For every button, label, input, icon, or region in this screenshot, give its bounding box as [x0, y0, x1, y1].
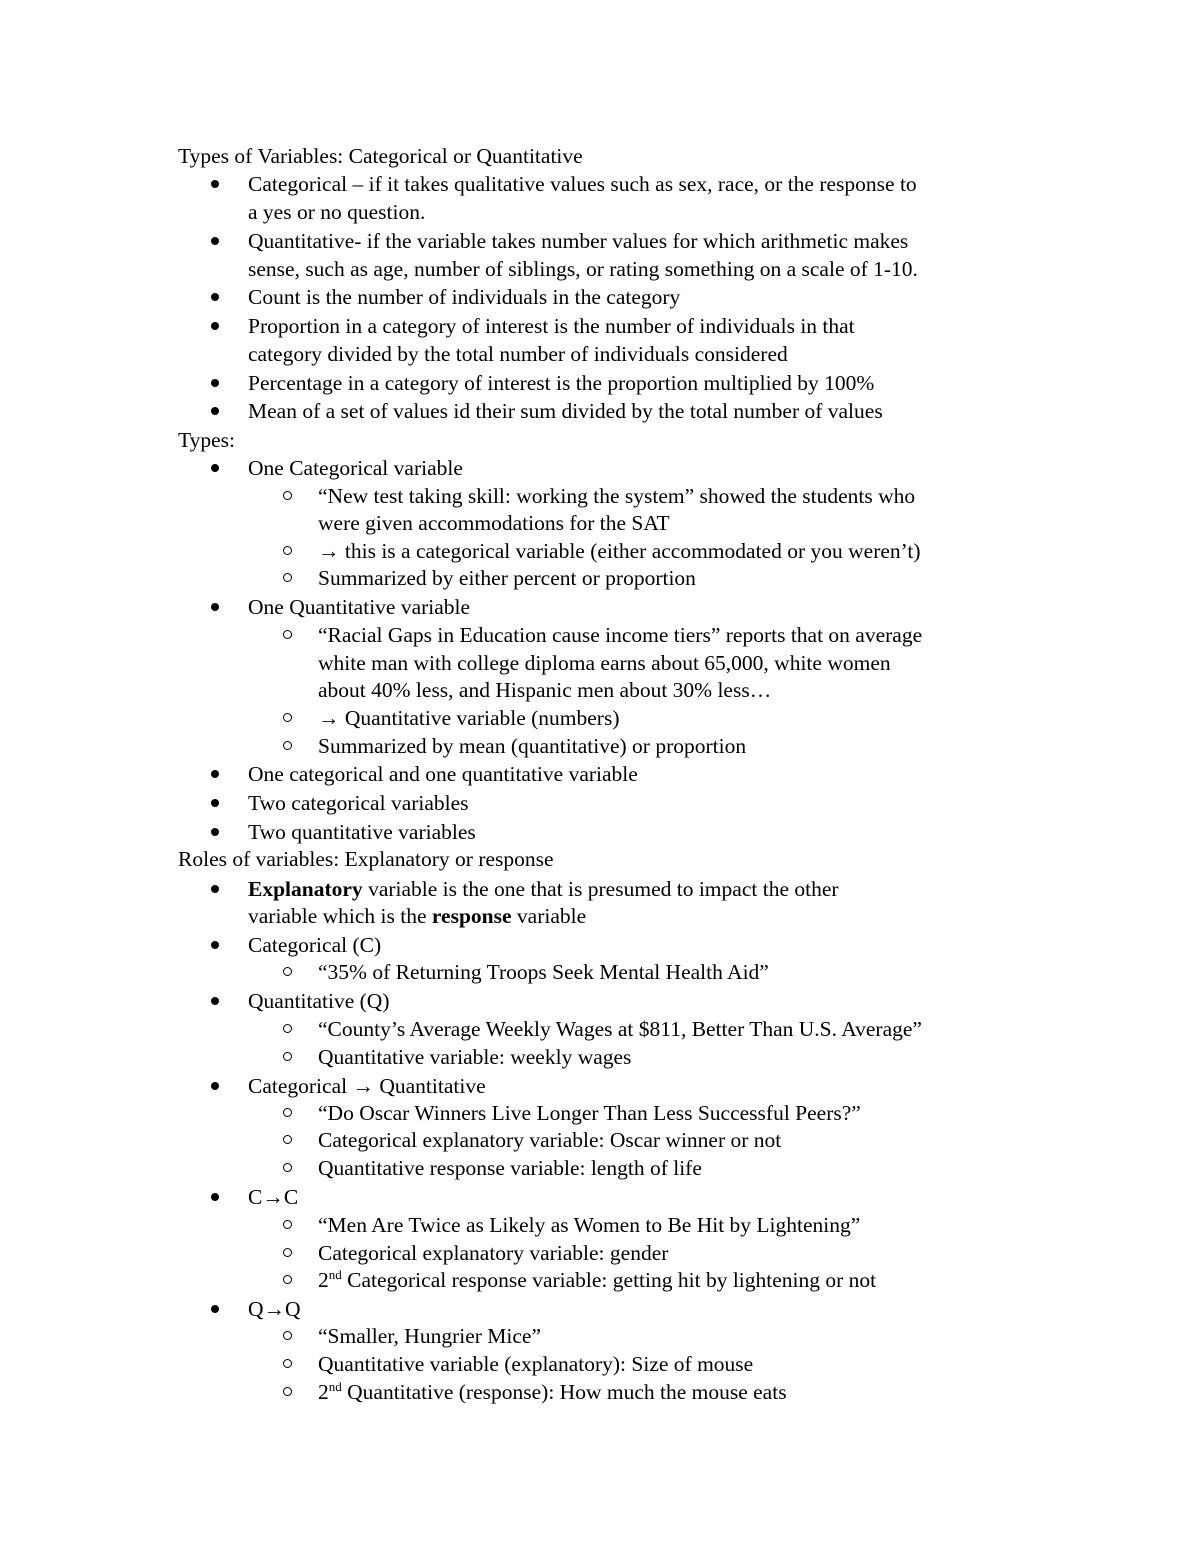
sub-item-rest: Quantitative (response): How much the mouse eats [341, 1380, 787, 1404]
list-item-text: Percentage in a category of interest is the proportion multiplied by 100% [248, 371, 875, 395]
sub-bullet-icon [283, 1387, 292, 1396]
list-item-text: One Categorical variable [248, 456, 463, 480]
sub-item-text: → this is a categorical variable (either accommodated or you weren’t) [318, 539, 921, 563]
sub-item-text: Quantitative variable (explanatory): Size of mouse [318, 1352, 754, 1376]
list-item-text: Two categorical variables [248, 791, 469, 815]
sub-item-text: “Do Oscar Winners Live Longer Than Less Successful Peers?” [318, 1101, 861, 1125]
sub-bullet-icon [283, 1359, 292, 1368]
section-heading-roles-of-variables: Roles of variables: Explanatory or response [178, 847, 554, 871]
bullet-icon [211, 322, 219, 330]
list-item-text: Quantitative- if the variable takes number values for which arithmetic makes [248, 229, 909, 253]
bullet-icon [211, 1305, 219, 1313]
list-item-text: C→C [248, 1185, 299, 1209]
list-item-text: Count is the number of individuals in the category [248, 285, 681, 309]
list-item-text: Categorical (C) [248, 933, 382, 957]
sub-bullet-icon [283, 1163, 292, 1172]
sub-bullet-icon [283, 1052, 292, 1061]
bullet-icon [211, 293, 219, 301]
list-item-text [248, 875, 839, 903]
sub-bullet-icon [283, 491, 292, 500]
sub-item-text: “35% of Returning Troops Seek Mental Health Aid” [318, 960, 769, 984]
sub-item-text: Categorical explanatory variable: gender [318, 1241, 669, 1265]
sub-item-text: white man with college diploma earns about 65,000, white women [318, 651, 891, 675]
list-item-text: One categorical and one quantitative variable [248, 762, 638, 786]
sub-bullet-icon [283, 1024, 292, 1033]
definition-text: variable is the one that is presumed to impact the other [362, 877, 839, 901]
ordinal-suffix: nd [328, 1267, 342, 1282]
list-item-text: Two quantitative variables [248, 820, 476, 844]
list-item-text: category divided by the total number of individuals considered [248, 342, 788, 366]
sub-bullet-icon [283, 546, 292, 555]
definition-text: variable which is the [248, 904, 432, 928]
sub-item-text: “New test taking skill: working the system” showed the students who [318, 484, 916, 508]
bullet-icon [211, 770, 219, 778]
bullet-icon [211, 1193, 219, 1201]
list-item-text [248, 902, 586, 930]
sub-bullet-icon [283, 741, 292, 750]
list-item-text: sense, such as age, number of siblings, or rating something on a scale of 1-10. [248, 257, 918, 281]
sub-bullet-icon [283, 713, 292, 722]
sub-bullet-icon [283, 1108, 292, 1117]
sub-item-text: Categorical explanatory variable: Oscar winner or not [318, 1128, 782, 1152]
list-item-text: Q→Q [248, 1297, 301, 1321]
bullet-icon [211, 180, 219, 188]
sub-item-text: “County’s Average Weekly Wages at $811, Better Than U.S. Average” [318, 1017, 922, 1041]
sub-bullet-icon [283, 1331, 292, 1340]
sub-item-text: about 40% less, and Hispanic men about 30% less… [318, 678, 772, 702]
bullet-icon [211, 464, 219, 472]
bullet-icon [211, 237, 219, 245]
list-item-text: Categorical – if it takes qualitative values such as sex, race, or the response to [248, 172, 917, 196]
list-item-text: Proportion in a category of interest is the number of individuals in that [248, 314, 855, 338]
sub-item-text: Quantitative variable: weekly wages [318, 1045, 632, 1069]
term-response: response [431, 904, 512, 928]
sub-item-text: “Men Are Twice as Likely as Women to Be Hit by Lightening” [318, 1213, 861, 1237]
list-item-text: Mean of a set of values id their sum divided by the total number of values [248, 399, 883, 423]
bullet-icon [211, 941, 219, 949]
bullet-icon [211, 407, 219, 415]
section-heading-types-of-variables: Types of Variables: Categorical or Quantitative [178, 144, 583, 168]
sub-item-text [318, 1378, 787, 1406]
bullet-icon [211, 603, 219, 611]
sub-bullet-icon [283, 1248, 292, 1257]
term-explanatory: Explanatory [248, 877, 363, 901]
list-item-text: One Quantitative variable [248, 595, 471, 619]
sub-bullet-icon [283, 573, 292, 582]
bullet-icon [211, 799, 219, 807]
sub-item-text: Quantitative response variable: length of life [318, 1156, 702, 1180]
sub-item-text: → Quantitative variable (numbers) [318, 706, 620, 730]
sub-item-text: were given accommodations for the SAT [318, 511, 670, 535]
ordinal-number: 2 [318, 1380, 329, 1404]
sub-item-text: “Smaller, Hungrier Mice” [318, 1324, 542, 1348]
section-heading-types: Types: [178, 428, 236, 452]
ordinal-suffix: nd [328, 1379, 342, 1394]
sub-item-text: Summarized by either percent or proportion [318, 566, 696, 590]
sub-bullet-icon [283, 1220, 292, 1229]
sub-item-rest: Categorical response variable: getting hit by lightening or not [341, 1268, 877, 1292]
ordinal-number: 2 [318, 1268, 329, 1292]
list-item-text: Quantitative (Q) [248, 989, 390, 1013]
list-item-text: Categorical → Quantitative [248, 1074, 486, 1098]
list-item-text: a yes or no question. [248, 200, 426, 224]
bullet-icon [211, 379, 219, 387]
bullet-icon [211, 1082, 219, 1090]
sub-bullet-icon [283, 1135, 292, 1144]
definition-text: variable [511, 904, 587, 928]
sub-bullet-icon [283, 1275, 292, 1284]
sub-item-text: “Racial Gaps in Education cause income tiers” reports that on average [318, 623, 923, 647]
bullet-icon [211, 828, 219, 836]
sub-item-text [318, 1266, 876, 1294]
bullet-icon [211, 997, 219, 1005]
sub-item-text: Summarized by mean (quantitative) or proportion [318, 734, 747, 758]
sub-bullet-icon [283, 967, 292, 976]
sub-bullet-icon [283, 630, 292, 639]
bullet-icon [211, 885, 219, 893]
